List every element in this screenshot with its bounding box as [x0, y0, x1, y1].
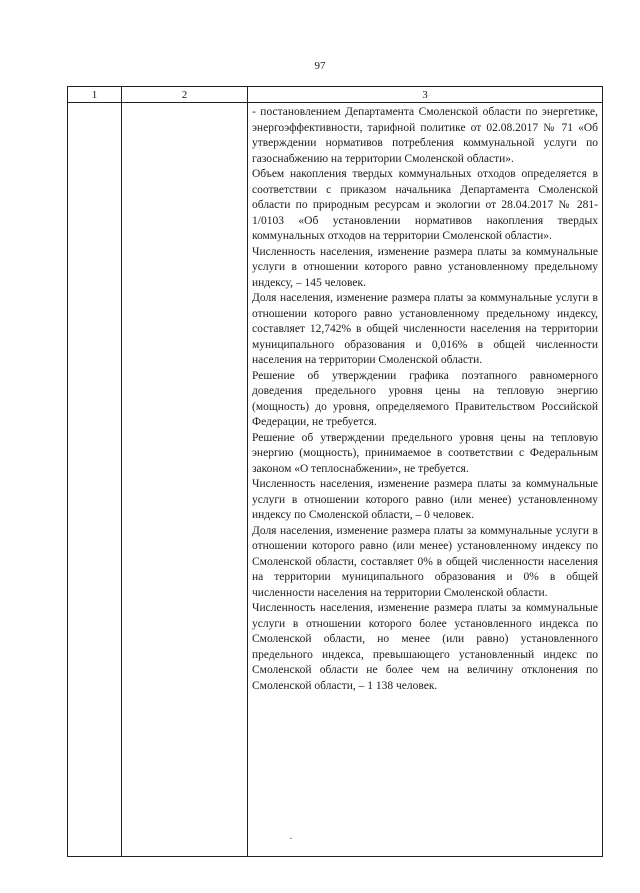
paragraph-share-equal-limit: Доля населения, изменение размера платы за коммунальные услуги в отношении которого равно установленному предельному индексу, составляет 12,742% в общей численности населения на территории муниципального образования и 0,016% в общей численности населения на территории Смоленской области.	[252, 292, 598, 366]
paragraph-population-above-index: Численность населения, изменение размера платы за коммунальные услуги в отношении которого более установленного индекса по Смоленской области, но менее (или равно) установленного предельного индекса, превышающего установленный индекс по Смоленской области не более чем на величину отклонения по Смоленской области, – 1 138 человек.	[252, 602, 598, 692]
paragraph-gas-resolution: - постановлением Департамента Смоленской области по энергетике, энергоэффективности, тарифной политике от 02.08.2017 № 71 «Об утверждении нормативов потребления коммунальной услуги по газоснабжению на территории Смоленской области».	[252, 106, 598, 165]
cell-column-1	[68, 103, 122, 857]
scan-dot-mark: ·	[289, 833, 293, 845]
paragraph-share-below-index: Доля населения, изменение размера платы за коммунальные услуги в отношении которого равно (или менее) установленному индексу по Смоленской области, составляет 0% в общей численности населения на территории муниципального образования и 0% в общей численности населения на территории Смоленской области.	[252, 524, 598, 599]
column-header-2: 2	[122, 87, 248, 103]
cell-column-3	[248, 103, 603, 857]
page-number: 97	[314, 60, 326, 72]
paragraph-population-below-index: Численность населения, изменение размера платы за коммунальные услуги в отношении которого равно (или менее) установленному индексу по Смоленской области, – 0 человек.	[252, 478, 598, 521]
cell-column-2	[122, 103, 248, 857]
column-header-3: 3	[248, 87, 603, 103]
document-table	[67, 86, 603, 857]
paragraph-population-equal-limit: Численность населения, изменение размера платы за коммунальные услуги в отношении которого равно установленному предельному индексу, – 145 человек.	[252, 245, 598, 289]
paragraph-heat-schedule: Решение об утверждении графика поэтапного равномерного доведения предельного уровня цены на тепловую энергию (мощность) до уровня, определяемого Правительством Российской Федерации, не требуется.	[252, 369, 598, 428]
paragraph-waste-volume: Объем накопления твердых коммунальных отходов определяется в соответствии с приказом начальника Департамента Смоленской области по природным ресурсам и экологии от 28.04.2017 № 281-1/0103 «Об установлении нормативов накопления твердых коммунальных отходов на территории Смоленской области».	[252, 168, 598, 242]
column-header-1: 1	[68, 87, 122, 103]
table-header-row	[68, 87, 603, 103]
table-body-row	[68, 103, 603, 857]
paragraph-heat-price-limit: Решение об утверждении предельного уровня цены на тепловую энергию (мощность), принимаемое в соответствии с Федеральным законом «О теплоснабжении», не требуется.	[252, 431, 598, 475]
